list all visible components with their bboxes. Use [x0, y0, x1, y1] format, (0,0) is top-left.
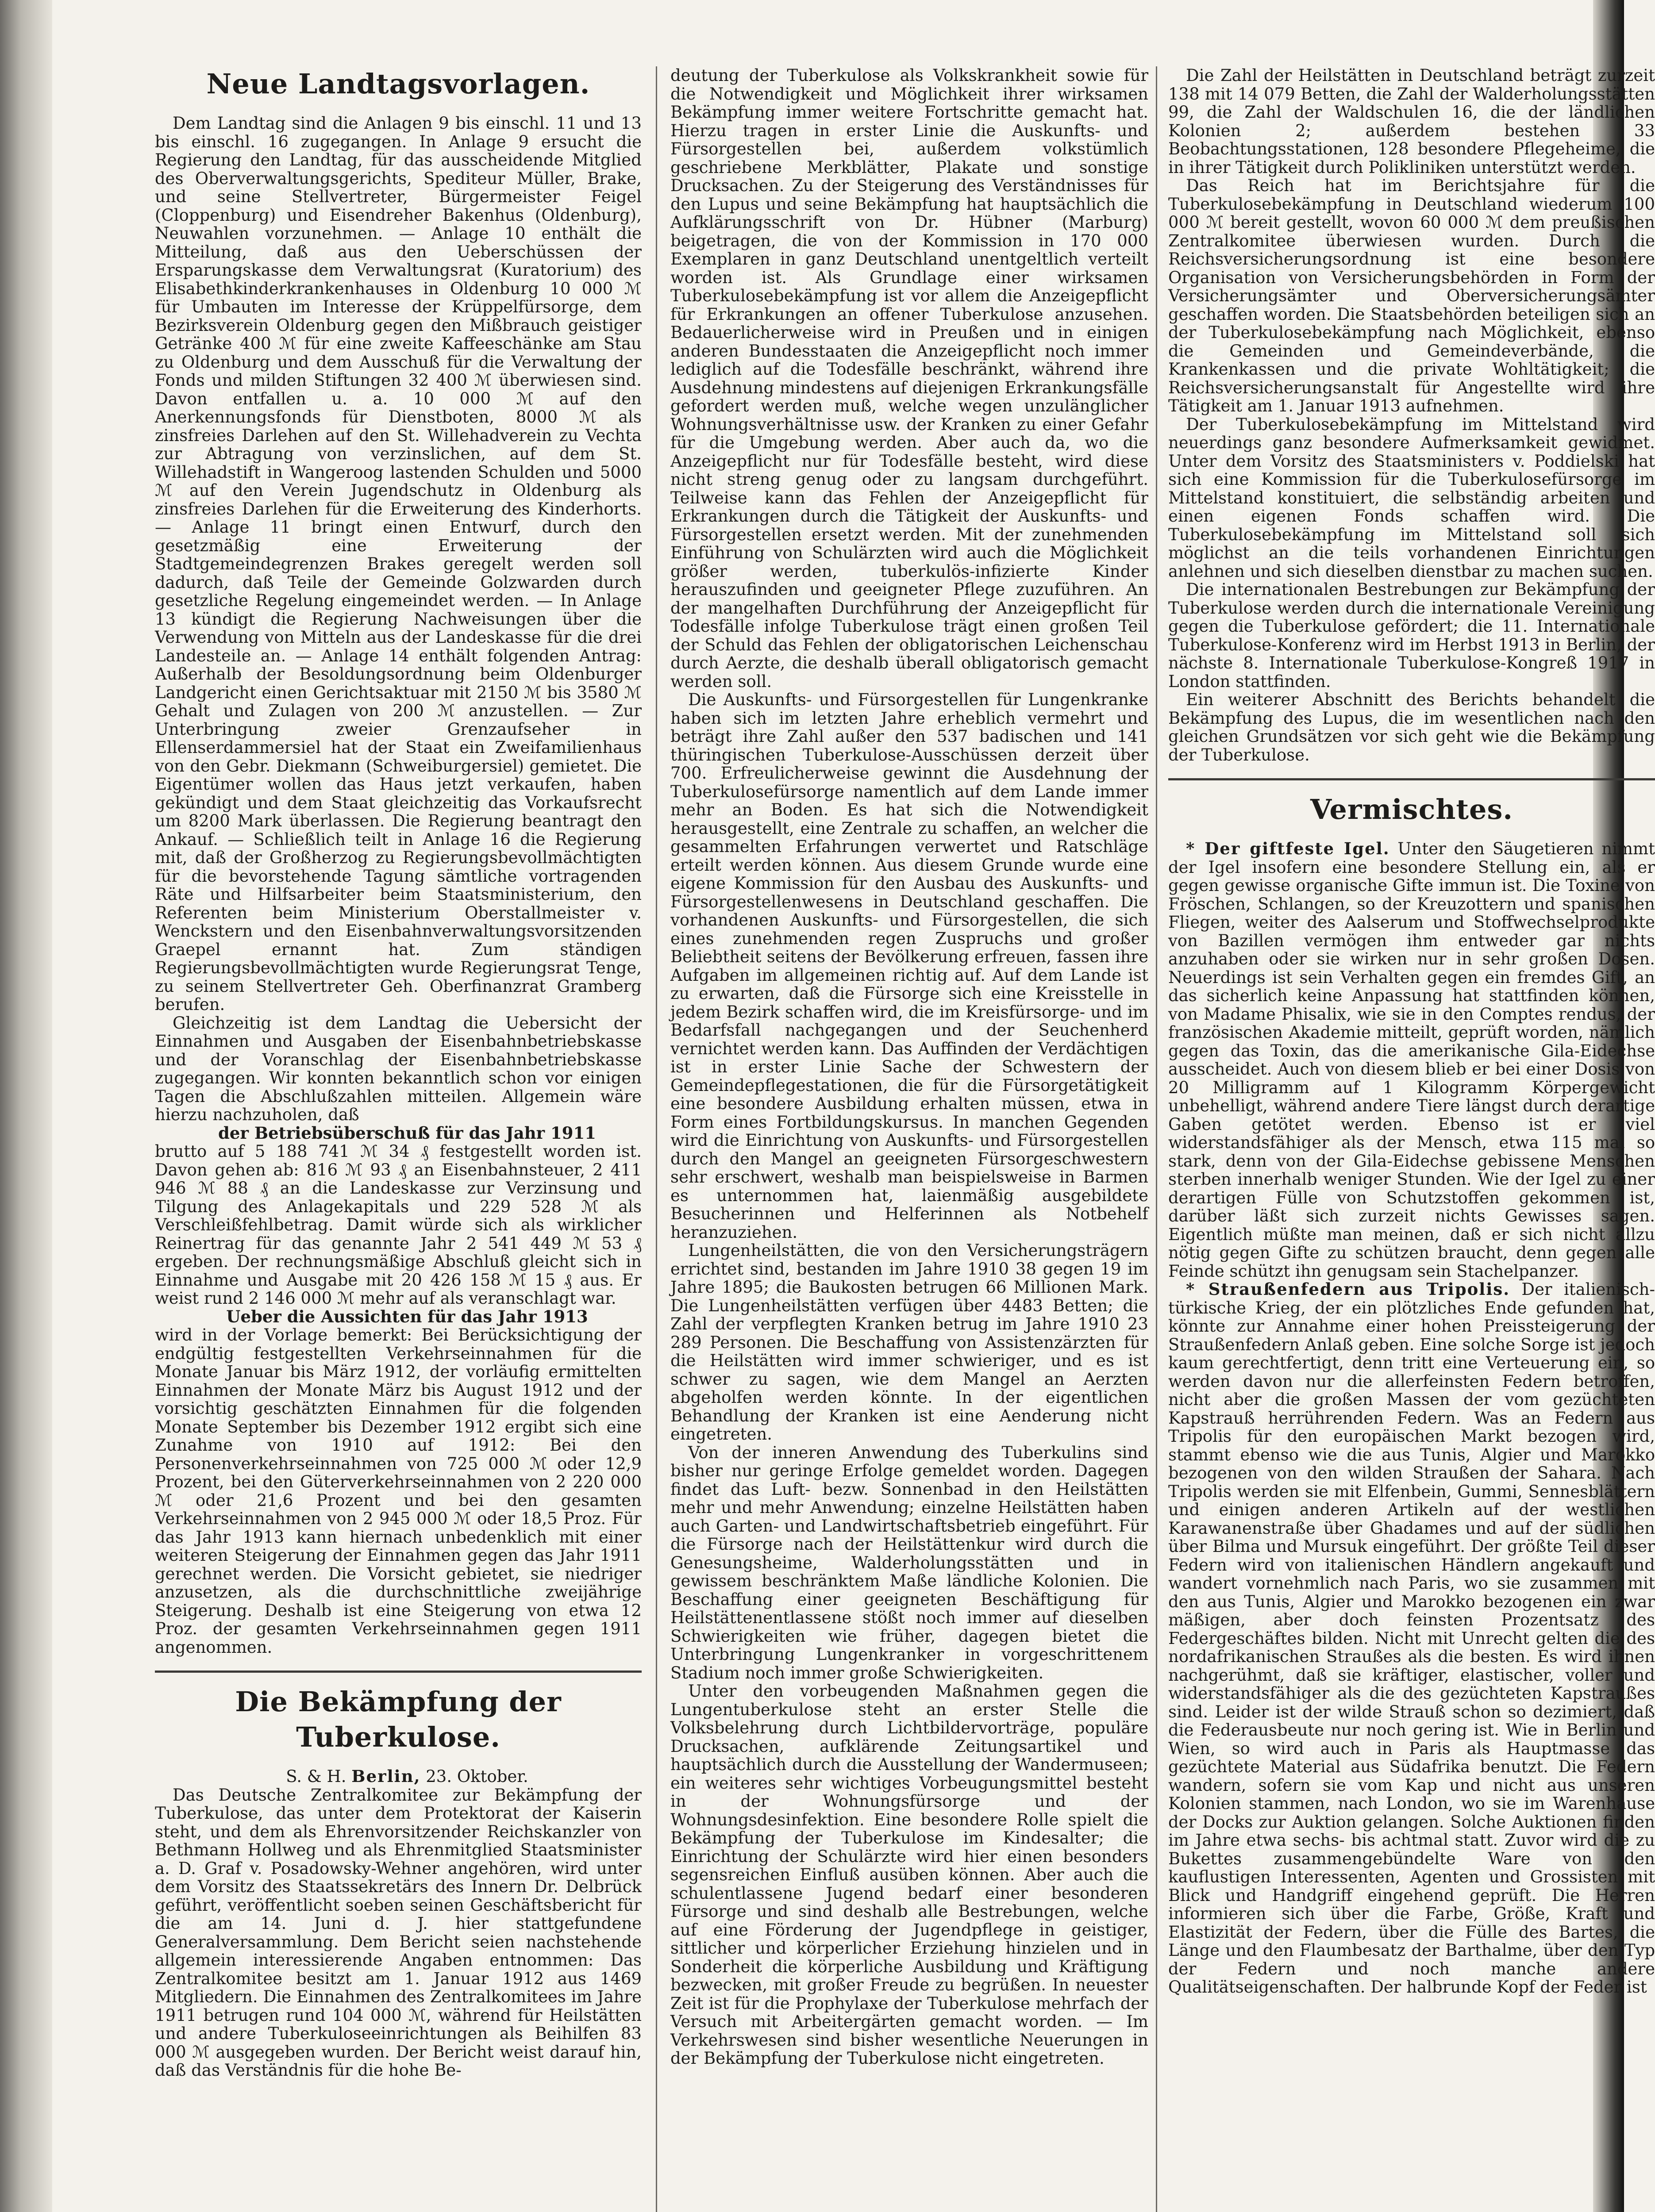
paragraph: Von der inneren Anwendung des Tuberkulins sind bisher nur geringe Erfolge gemeldet worden. Dagegen findet das Luft- bezw. Sonnenbad in den Heilstätten mehr und mehr Anwendung; einzelne Heilstätten haben auch Garten- und Landwirtschaftsbetrieb eingeführt. Für die Fürsorge nach der Heilstättenkur wird durch die Genesungsheime, Walderholungsstätten und in gewissem beschränktem Maße ländliche Kolonien. Die Beschaffung einer geeigneten Beschäftigung für Heilstättenentlassene stößt noch immer auf dieselben Schwierigkeiten wie früher, dagegen bietet die Unterbringung Lungenkranker in vorgeschrittenem Stadium noch immer große Schwierigkeiten. [670, 1443, 1148, 1682]
dateline-date: 23. Oktober. [426, 1767, 528, 1786]
paragraph: Dem Landtag sind die Anlagen 9 bis einschl. 11 und 13 bis einschl. 16 zugegangen. In Anlage 9 ersucht die Regierung den Landtag, für das ausscheidende Mitglied des Oberverwaltungsgerichts, Spediteur Müller, Brake, und seine Stellvertreter, Bürgermeister Feigel (Cloppenburg) und Eisendreher Bakenhus (Oldenburg), Neuwahlen vorzunehmen. — Anlage 10 enthält die Mitteilung, daß aus den Ueberschüssen der Ersparungskasse dem Verwaltungsrat (Kuratorium) des Elisabethkinderkrankenhauses in Oldenburg 10 000 ℳ für Umbauten im Interesse der Krüppelfürsorge, dem Bezirksverein Oldenburg gegen den Mißbrauch geistiger Getränke 400 ℳ für eine zweite Kaffeeschänke am Stau zu Oldenburg und dem Ausschuß für die Verwaltung der Fonds und milden Stiftungen 32 400 ℳ überwiesen sind. Davon entfallen u. a. 10 000 ℳ auf den Anerkennungsfonds für Dienstboten, 8000 ℳ als zinsfreies Darlehen auf den St. Willehadverein zu Vechta zur Abtragung von verzinslichen, auf dem St. Willehadstift in Wangeroog lastenden Schulden und 5000 ℳ auf den Verein Jugendschutz in Oldenburg als zinsfreies Darlehen für die Erweiterung des Kinderhorts. — Anlage 11 bringt einen Entwurf, durch den gesetzmäßig eine Erweiterung der Stadtgemeindegrenzen Brakes geregelt werden soll dadurch, daß Teile der Gemeinde Golzwarden durch gesetzliche Regelung eingemeindet werden. — In Anlage 13 kündigt die Regierung Nachweisungen über die Verwendung von Mitteln aus der Landeskasse für die drei Landesteile an. — Anlage 14 enthält folgenden Antrag: Außerhalb der Besoldungsordnung beim Oldenburger Landgericht einen Gerichtsaktuar mit 2150 ℳ bis 3580 ℳ Gehalt und Zulagen von 200 ℳ anzustellen. — Zur Unterbringung zweier Grenzaufseher in Ellenserdammersiel hat der Staat ein Zweifamilienhaus von den Gebr. Diekmann (Schweiburgersiel) gemietet. Die Eigentümer wollen das Haus jetzt verkaufen, haben gekündigt und dem Staat gleichzeitig das Vorkaufsrecht um 8200 Mark überlassen. Die Regierung beantragt den Ankauf. — Schließlich teilt in Anlage 16 die Regierung mit, daß der Großherzog zu Regierungsbevollmächtigten für die bevorstehende Tagung sämtliche vortragenden Räte und Hilfsarbeiter beim Staatsministerium, den Referenten beim Ministerium Oberstallmeister v. Wenckstern und den Eisenbahnverwaltungsvorsitzenden Graepel ernannt hat. Zum ständigen Regierungsbevollmächtigten wurde Regierungsrat Tenge, zu seinem Stellvertreter Geh. Oberfinanzrat Gramberg berufen. [155, 114, 642, 1014]
paragraph: Die internationalen Bestrebungen zur Bekämpfung der Tuberkulose werden durch die internationale Vereinigung gegen die Tuberkulose gefördert; die 11. Internationale Tuberkulose-Konferenz wird im Herbst 1913 in Berlin, der nächste 8. Internationale Tuberkulose-Kongreß 1917 in London stattfinden. [1168, 580, 1655, 691]
headline-vermischtes: Vermischtes. [1310, 793, 1513, 826]
paragraph: Das Deutsche Zentralkomitee zur Bekämpfung der Tuberkulose, das unter dem Protektorat der Kaiserin steht, und dem als Ehrenvorsitzender Reichskanzler von Bethmann Hollweg und als Ehrenmitglied Staatsminister a. D. Graf v. Posadowsky-Wehner angehören, wird unter dem Vorsitz des Staatssekretärs des Innern Dr. Delbrück geführt, veröffentlicht soeben seinen Geschäftsbericht für die am 14. Juni d. J. hier stattgefundene Generalversammlung. Dem Bericht seien nachstehende allgemein interessierende Angaben entnommen: Das Zentralkomitee besitzt am 1. Januar 1912 aus 1469 Mitgliedern. Die Einnahmen des Zentralkomitees im Jahre 1911 betrugen rund 104 000 ℳ, während für Heilstätten und andere Tuberkuloseeinrichtungen als Beihilfen 83 000 ℳ ausgegeben wurden. Der Bericht weist darauf hin, daß das Verständnis für die hohe Be- [155, 1785, 642, 2080]
item-text: Der italienisch-türkische Krieg, der ein plötzliches Ende gefunden hat, könnte zur Annahme einer hohen Preissteigerung der Straußenfedern Anlaß geben. Eine solche Sorge ist jedoch kaum gerechtfertigt, denn tritt eine Verteuerung ein, so werden davon nur die allerfeinsten Federn betroffen, nicht aber die großen Massen der vom gezüchteten Kapstrauß herrührenden Federn. Was an Federn aus Tripolis für den europäischen Markt bezogen wird, stammt ebenso wie die aus Tunis, Algier und Marokko bezogenen von den wilden Straußen der Sahara. Nach Tripolis werden sie mit Elfenbein, Gummi, Sennesblättern und einigen anderen Artikeln auf der westlichen Karawanenstraße über Ghadames und auf der südlichen über Bilma und Mursuk eingeführt. Der größte Teil dieser Federn wird von italienischen Händlern angekauft und wandert vornehmlich nach Paris, wo sie zusammen mit den aus Tunis, Algier und Marokko bezogenen ein zwar mäßigen, aber doch feinsten Prozentsatz des Federgeschäftes bilden. Nicht mit Unrecht gelten die des nordafrikanischen Straußes als die besten. Es wird ihnen nachgerühmt, daß sie kräftiger, elastischer, voller und widerstandsfähiger als die des gezüchteten Kapstraußes sind. Leider ist der wilde Strauß schon so dezimiert, daß die Federausbeute nur noch gering ist. Wie in Berlin und Wien, so wird auch in Paris als Hauptmasse das gezüchtete Material aus Südafrika benutzt. Die Federn wandern, sofern sie vom Kap und nicht aus unseren Kolonien stammen, nach London, wo sie im Warenhause der Docks zur Auktion gelangen. Solche Auktionen finden im Jahre etwa sechs- bis achtmal statt. Zuvor wird die zu Bukettes zusammengebündelte Ware von den kauflustigen Interessenten, Agenten und Grossisten mit Blick und Handgriff eingehend geprüft. Die Herren informieren sich über die Farbe, Größe, Kraft und Elastizität der Federn, über die Fülle des Bartes, die Länge und den Flaumbesatz der Barthalme, über den Typ der Federn und noch manche andere Qualitätseigenschaften. Der halbrunde Kopf der Feder ist [1168, 1280, 1655, 1997]
column-rule [1156, 66, 1157, 2212]
headline-tuberkulose: Die Bekämpfung der Tuberkulose. [235, 1686, 562, 1753]
paragraph: Der Tuberkulosebekämpfung im Mittelstand wird neuerdings ganz besondere Aufmerksamkeit gewidmet. Unter dem Vorsitz des Staatsministers v. Poddielski hat sich eine Kommission für die Tuberkulosefürsorge im Mittelstand konstituiert, die selbständig arbeiten und einen eigenen Fonds schaffen wird. Die Tuberkulosebekämpfung im Mittelstand soll sich möglichst an die teils vorhandenen Einrichtungen anlehnen und sich dieselben dienstbar zu machen suchen. [1168, 415, 1655, 581]
paragraph: Unter den vorbeugenden Maßnahmen gegen die Lungentuberkulose steht an erster Stelle die Volksbelehrung durch Lichtbildervorträge, populäre Drucksachen, aufklärende Zeitungsartikel und hauptsächlich durch die Ausstellung der Wandermuseen; ein weiteres sehr wichtiges Vorbeugungsmittel besteht in der Wohnungsfürsorge und der Wohnungsdesinfektion. Eine besondere Rolle spielt die Bekämpfung der Tuberkulose im Kindesalter; die Einrichtung der Schulärzte wird hier einen besonders segensreichen Einfluß ausüben können. Aber auch die schulentlassene Jugend bedarf einer besonderen Fürsorge und sind deshalb alle Bestrebungen, welche auf eine Förderung der Jugendpflege in geistiger, sittlicher und körperlicher Erziehung hinzielen und in Sonderheit die körperliche Ausbildung und Kräftigung bezwecken, mit großer Freude zu begrüßen. In neuester Zeit ist für die Prophylaxe der Tuberkulose mehrfach der Versuch mit Arbeitergärten gemacht worden. — Im Verkehrswesen sind bisher wesentliche Neuerungen in der Bekämpfung der Tuberkulose nicht eingetreten. [670, 1682, 1148, 2068]
section-rule [1168, 778, 1655, 780]
item-title: * Straußenfedern aus Tripolis. [1186, 1279, 1510, 1299]
newspaper-page [66, 0, 1655, 2212]
subheading-aussichten-1913: Ueber die Aussichten für das Jahr 1913 [226, 1306, 588, 1326]
column-left [155, 66, 642, 2212]
dateline-city: Berlin, [351, 1767, 421, 1786]
item-text: Unter den Säugetieren nimmt der Igel insofern eine besondere Stellung ein, als er gegen gewisse organische Gifte immun ist. Die Toxine von Fröschen, Schlangen, so der Kreuzottern und spanischen Fliegen, weiter des Aalserum und Stoffwechselprodukte von Bazillen vermögen ihm entweder gar nichts anzuhaben oder sie wirken nur in sehr großen Dosen. Neuerdings ist sein Verhalten gegen ein fremdes Gift, an das sicherlich keine Anpassung hat stattfinden können, von Madame Phisalix, wie sie in den Comptes rendus, der französischen Akademie mitteilt, geprüft worden, nämlich gegen das Toxin, das die amerikanische Gila-Eidechse ausscheidet. Auch von diesem blieb er bei einer Dosis von 20 Milligramm auf 1 Kilogramm Körpergewicht unbehelligt, während andere Tiere längst durch derartige Gaben getötet werden. Ebenso ist er viel widerstandsfähiger als der Mensch, etwa 115 mal so stark, denn von der Gila-Eidechse gebissene Menschen sterben innerhalb weniger Stunden. Wie der Igel zu einer derartigen Fülle von Schutzstoffen gekommen ist, darüber läßt sich zurzeit nichts Gewisses sagen. Eigentlich müßte man meinen, daß er sich nicht allzu nötig gegen Gifte zu schützen braucht, denn gegen alle Feinde schützt ihn genugsam sein Stachelpanzer. [1168, 839, 1655, 1281]
paragraph: Lungenheilstätten, die von den Versicherungsträgern errichtet sind, bestanden im Jahre 1910 38 gegen 19 im Jahre 1895; die Baukosten betrugen 66 Millionen Mark. Die Lungenheilstätten verfügen über 4483 Betten; die Zahl der verpflegten Kranken betrug im Jahre 1910 23 289 Personen. Die Beschaffung von Assistenzärzten für die Heilstätten wird immer schwieriger, und es ist schwer zu sagen, wie dem Mangel an Aerzten abgeholfen werden könnte. In der eigentlichen Behandlung der Kranken ist eine Aenderung nicht eingetreten. [670, 1241, 1148, 1444]
paragraph: Gleichzeitig ist dem Landtag die Uebersicht der Einnahmen und Ausgaben der Eisenbahnbetriebskasse und der Voranschlag der Eisenbahnbetriebskasse zugegangen. Wir konnten bekanntlich schon vor einigen Tagen die Abschlußzahlen mitteilen. Allgemein wäre hierzu nachzuholen, daß [155, 1013, 642, 1124]
paragraph: Die Zahl der Heilstätten in Deutschland beträgt zurzeit 138 mit 14 079 Betten, die Zahl der Walderholungsstätten 99, die Zahl der Waldschulen 16, die der ländlichen Kolonien 2; außerdem bestehen 33 Beobachtungsstationen, 128 besondere Pflegeheime, die in ihrer Tätigkeit durch Polikliniken unterstützt werden. [1168, 66, 1655, 177]
column-rule [656, 66, 657, 2212]
paragraph: wird in der Vorlage bemerkt: Bei Berücksichtigung der endgültig festgestellten Verkehrseinnahmen für die Monate Januar bis März 1912, der vorläufig ermittelten Einnahmen der Monate März bis August 1912 und der vorsichtig geschätzten Einnahmen für die folgenden Monate September bis Dezember 1912 ergibt sich eine Zunahme von 1910 auf 1912: Bei den Personenverkehrseinnahmen von 725 000 ℳ oder 12,9 Prozent, bei den Güterverkehrseinnahmen von 2 220 000 ℳ oder 21,6 Prozent und bei den gesamten Verkehrseinnahmen von 2 945 000 ℳ oder 18,5 Proz. Für das Jahr 1913 kann hiernach unbedenklich mit einer weiteren Steigerung der Einnahmen gegen das Jahr 1911 gerechnet werden. Die Vorsicht gebietet, sie niedriger anzusetzen, als die durchschnittliche zweijährige Steigerung. Deshalb ist eine Steigerung von etwa 12 Proz. der gesamten Verkehrseinnahmen gegen 1911 angenommen. [155, 1325, 642, 1657]
headline-landtagsvorlagen: Neue Landtagsvorlagen. [206, 68, 590, 100]
section-rule [155, 1671, 642, 1673]
column-right [1168, 66, 1655, 2212]
item-title: * Der giftfeste Igel. [1186, 839, 1390, 858]
scan-left-edge [0, 0, 52, 2212]
column-middle [670, 66, 1148, 2212]
news-item-igel [1168, 840, 1655, 1280]
paragraph: Ein weiterer Abschnitt des Berichts behandelt die Bekämpfung des Lupus, die im wesentlichen nach den gleichen Grundsätzen vor sich geht wie die Bekämpfung der Tuberkulose. [1168, 690, 1655, 764]
subheading-betriebsueberschuss: der Betriebsüberschuß für das Jahr 1911 [218, 1123, 596, 1143]
news-item-straussenfedern [1168, 1280, 1655, 1997]
paragraph: brutto auf 5 188 741 ℳ 34 ₰ festgestellt worden ist. Davon gehen ab: 816 ℳ 93 ₰ an Eisenbahnsteuer, 2 411 946 ℳ 88 ₰ an die Landeskasse zur Verzinsung und Tilgung des Anlagekapitals und 229 528 ℳ als Verschleißfehlbetrag. Damit würde sich als wirklicher Reinertrag für das genannte Jahr 2 541 449 ℳ 53 ₰ ergeben. Der rechnungsmäßige Abschluß gleicht sich in Einnahme und Ausgabe mit 20 426 158 ℳ 15 ₰ aus. Er weist rund 2 146 000 ℳ mehr auf als veranschlagt war. [155, 1142, 642, 1308]
dateline [155, 1767, 642, 1786]
dateline-agency: S. & H. [286, 1767, 346, 1786]
paragraph: Das Reich hat im Berichtsjahre für die Tuberkulosebekämpfung in Deutschland wiederum 100 000 ℳ bereit gestellt, wovon 60 000 ℳ dem preußischen Zentralkomitee überwiesen wurden. Durch die Reichsversicherungsordnung ist eine besondere Organisation von Versicherungsbehörden in Form der Versicherungsämter und Oberversicherungsämter geschaffen worden. Die Staatsbehörden beteiligen sich an der Tuberkulosebekämpfung nach Möglichkeit, ebenso die Gemeinden und Gemeindeverbände, die Krankenkassen und die private Wohltätigkeit; die Reichsversicherungsanstalt für Angestellte wird ihre Tätigkeit am 1. Januar 1913 aufnehmen. [1168, 176, 1655, 415]
paragraph: deutung der Tuberkulose als Volkskrankheit sowie für die Notwendigkeit und Möglichkeit ihrer wirksamen Bekämpfung immer weitere Fortschritte gemacht hat. Hierzu tragen in erster Linie die Auskunfts- und Fürsorgestellen bei, außerdem volkstümlich geschriebene Merkblätter, Plakate und sonstige Drucksachen. Zu der Steigerung des Verständnisses für den Lupus und seine Bekämpfung hat hauptsächlich die Aufklärungsschrift von Dr. Hübner (Marburg) beigetragen, die von der Kommission in 170 000 Exemplaren in ganz Deutschland unentgeltlich verteilt worden ist. Als Grundlage einer wirksamen Tuberkulosebekämpfung ist vor allem die Anzeigepflicht für Erkrankungen an offener Tuberkulose anzusehen. Bedauerlicherweise wird in Preußen und in einigen anderen Bundesstaaten die Anzeigepflicht noch immer lediglich auf die Todesfälle beschränkt, während ihre Ausdehnung mindestens auf diejenigen Erkrankungsfälle gefordert werden muß, welche wegen unzulänglicher Wohnungsverhältnisse usw. der Kranken zu einer Gefahr für die Umgebung werden. Aber auch da, wo die Anzeigepflicht nur für Todesfälle besteht, wird diese nicht streng genug oder zu langsam durchgeführt. Teilweise kann das Fehlen der Anzeigepflicht für Erkrankungen durch die Tätigkeit der Auskunfts- und Fürsorgestellen ersetzt werden. Mit der zunehmenden Einführung von Schulärzten wird auch die Möglichkeit größer werden, tuberkulös-infizierte Kinder herauszufinden und geeigneter Pflege zuzuführen. An der mangelhaften Durchführung der Anzeigepflicht für Todesfälle infolge Tuberkulose trägt einen großen Teil der Schuld das Fehlen der obligatorischen Leichenschau durch Aerzte, die deshalb überall obligatorisch gemacht werden soll. [670, 66, 1148, 691]
paragraph: Die Auskunfts- und Fürsorgestellen für Lungenkranke haben sich im letzten Jahre erheblich vermehrt und beträgt ihre Zahl außer den 537 badischen und 141 thüringischen Tuberkulose-Ausschüssen derzeit über 700. Erfreulicherweise gewinnt die Ausdehnung der Tuberkulosefürsorge namentlich auf dem Lande immer mehr an Boden. Es hat sich die Notwendigkeit herausgestellt, eine Zentrale zu schaffen, an welcher die gesammelten Erfahrungen verwertet und Ratschläge erteilt werden können. Aus diesem Grunde wurde eine eigene Kommission für den Ausbau des Auskunfts- und Fürsorgestellenwesens in Deutschland geschaffen. Die vorhandenen Auskunfts- und Fürsorgestellen, die sich eines zunehmenden regen Zuspruchs und großer Beliebtheit seitens der Bevölkerung erfreuen, fassen ihre Aufgaben im allgemeinen richtig auf. Auf dem Lande ist zu erwarten, daß die Fürsorge sich eine Kreisstelle in jedem Bezirk schaffen wird, die im Kreisfürsorge- und im Bedarfsfall nachgegangen und der Seuchenherd vernichtet werden kann. Das Auffinden der Verdächtigen ist in erster Linie Sache der Schwestern der Gemeindepflegestationen, die für die Fürsorgetätigkeit eine besondere Ausbildung erhalten müssen, etwa in Form eines Fortbildungskursus. In manchen Gegenden wird die Einrichtung von Auskunfts- und Fürsorgestellen durch den Mangel an geeigneten Fürsorgeschwestern sehr erschwert, weshalb man beispielsweise in Barmen es unternommen hat, laienmäßig ausgebildete Besucherinnen und Helferinnen als Notbehelf heranzuziehen. [670, 690, 1148, 1242]
